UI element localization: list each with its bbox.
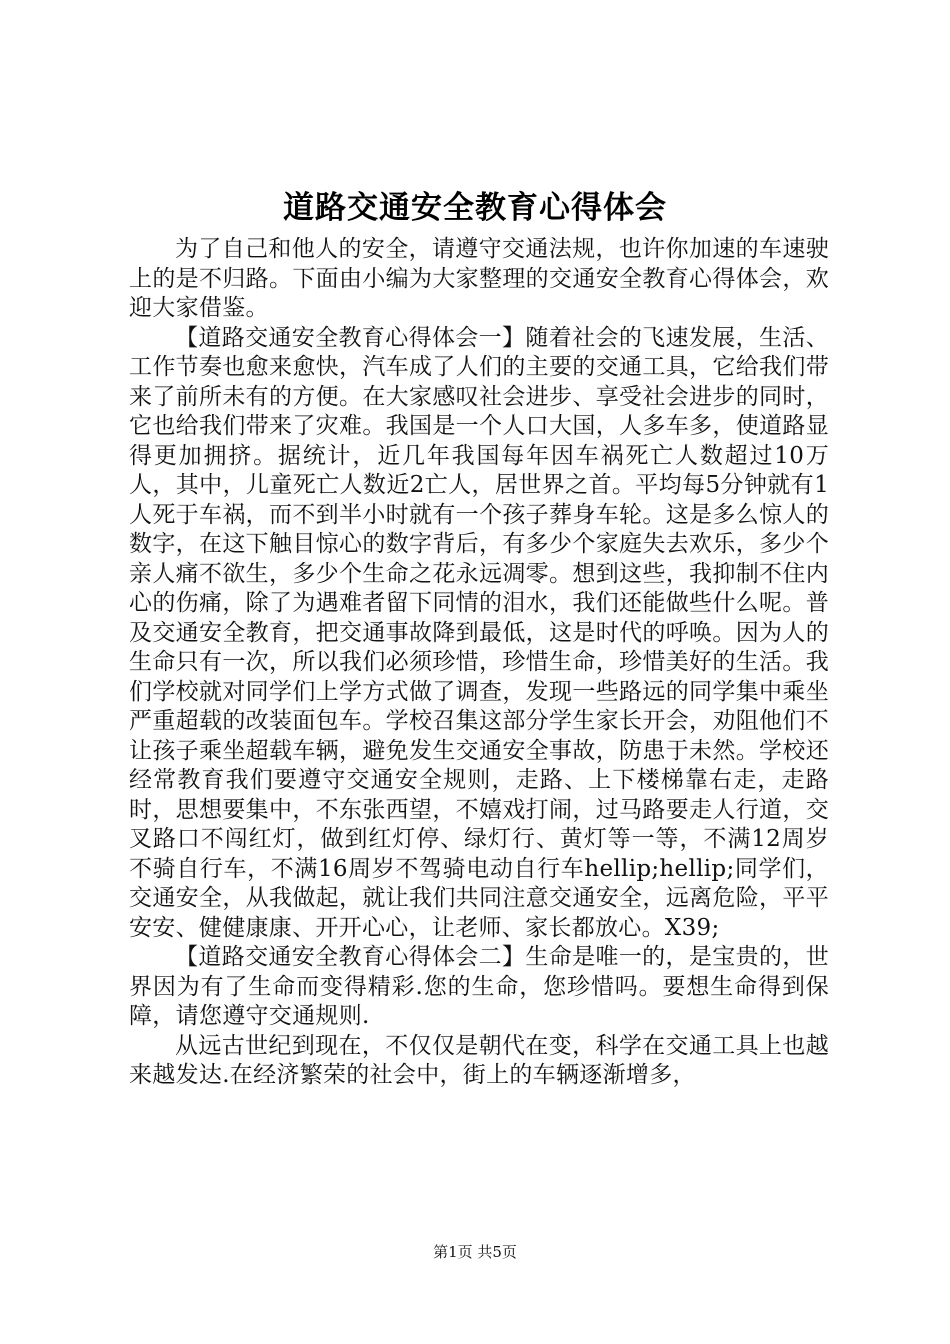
- document-body: [129, 235, 829, 1091]
- paragraph-essay-two-continued: 从远古世纪到现在，不仅仅是朝代在变，科学在交通工具上也越来越发达.在经济繁荣的社会中，街上的车辆逐渐增多，: [129, 1032, 829, 1088]
- page-number-footer: 第1页 共5页: [433, 1243, 517, 1261]
- paragraph-intro: 为了自己和他人的安全，请遵守交通法规，也许你加速的车速驶上的是不归路。下面由小编为大家整理的交通安全教育心得体会，欢迎大家借鉴。: [129, 236, 829, 321]
- document-title: 道路交通安全教育心得体会: [283, 190, 667, 226]
- paragraph-essay-one: 【道路交通安全教育心得体会一】随着社会的飞速发展，生活、工作节奏也愈来愈快，汽车成了人们的主要的交通工具，它给我们带来了前所未有的方便。在大家感叹社会进步、享受社会进步的同时，它也给我们带来了灾难。我国是一个人口大国，人多车多，使道路显得更加拥挤。据统计，近几年我国每年因车祸死亡人数超过10万人，其中，儿童死亡人数近2亡人，居世界之首。平均每5分钟就有1人死于车祸，而不到半小时就有一个孩子葬身车轮。这是多么惊人的数字，在这下触目惊心的数字背后，有多少个家庭失去欢乐，多少个亲人痛不欲生，多少个生命之花永远凋零。想到这些，我抑制不住内心的伤痛，除了为遇难者留下同情的泪水，我们还能做些什么呢。普及交通安全教育，把交通事故降到最低，这是时代的呼唤。因为人的生命只有一次，所以我们必须珍惜，珍惜生命，珍惜美好的生活。我们学校就对同学们上学方式做了调查，发现一些路远的同学集中乘坐严重超载的改装面包车。学校召集这部分学生家长开会，劝阻他们不让孩子乘坐超载车辆，避免发生交通安全事故，防患于未然。学校还经常教育我们要遵守交通安全规则，走路、上下楼梯靠右走，走路时，思想要集中，不东张西望，不嬉戏打闹，过马路要走人行道，交叉路口不闯红灯，做到红灯停、绿灯行、黄灯等一等，不满12周岁不骑自行车，不满16周岁不驾骑电动自行车hellip;hellip;同学们，交通安全，从我做起，就让我们共同注意交通安全，远离危险，平平安安、健健康康、开开心心，让老师、家长都放心。X39;: [129, 324, 829, 941]
- paragraph-essay-two: 【道路交通安全教育心得体会二】生命是唯一的，是宝贵的，世界因为有了生命而变得精彩.您的生命，您珍惜吗。要想生命得到保障，请您遵守交通规则.: [129, 944, 829, 1029]
